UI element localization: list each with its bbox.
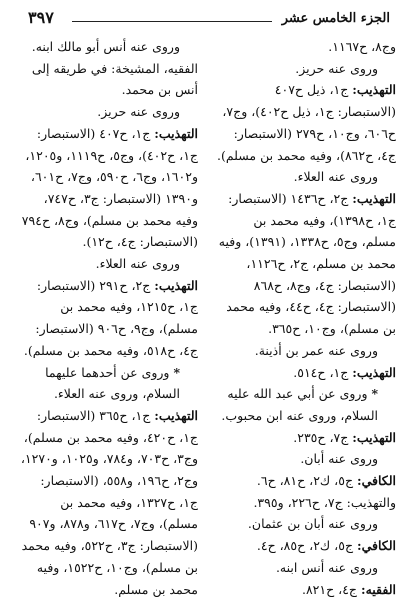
text-paragraph [18,405,198,600]
text-paragraph [216,166,396,188]
source-label: التهذيب: [352,429,396,445]
source-label: التهذيب: [352,364,396,380]
source-label: التهذيب: [352,82,396,98]
paragraph-text: وروى عنه العلاء. [293,169,378,185]
source-label: التهذيب: [154,125,198,141]
text-paragraph [216,383,396,426]
source-label: الكافي: [356,538,396,554]
paragraph-text: وروى عنه حريز. [97,104,180,120]
left-text-column [18,36,198,604]
text-paragraph [216,535,396,557]
paragraph-text: ج١، ح٣٦٥ (الاستبصار: ج١، ح٤٢٠، وفيه محمد بن مسلم)، وج٣، ح٧٠٣، و٧٨٤، و١٠٢٥، و١٢٧٠، وج٢، ح١٩٦، و٥٥٨، (الاستبصار: ج١، ح١٣٢٧، وفيه محمد بن مسلم)، وج٧، ح٦١٧، و٨٧٨، و٩٠٧ (الاستبصار: ج٣، ح٥٢٢، وفيه محمد بن مسلم)، وج١٠، ح١٥٢٢، وفيه محمد بن مسلم. [20,407,198,597]
paragraph-text: ج٥، ك٢، ح٨١، ح٦. والتهذيب: ج٧، ح٢٢٦، و٣٩٥. [253,473,396,510]
text-paragraph [216,579,396,601]
paragraph-text: وروى عنه عمر بن أذينة. [254,342,378,358]
paragraph-text: وروى عنه أنس ابنه. [275,559,378,575]
text-paragraph [216,58,396,80]
asterisk-marker: * [173,364,180,380]
paragraph-text: ج٢، ح٢٩١ (الاستبصار: ج١، ح١٢١٥، وفيه محمد بن مسلم)، وج٩، ح٩٠٦ (الاستبصار: ج٤، ح٥١٨، وفيه محمد بن مسلم). [23,277,198,358]
text-paragraph [18,362,198,405]
text-paragraph [18,253,198,275]
text-paragraph [216,557,396,579]
paragraph-text: ج٥، ك٢، ح٨٥، ح٤. [256,538,357,554]
text-paragraph [216,79,396,166]
paragraph-text: وروى عنه حريز. [295,60,378,76]
text-paragraph [18,101,198,123]
paragraph-text: وروى عن أحدهما عليهما السلام، وروى عنه العلاء. [45,364,180,402]
text-paragraph [216,513,396,535]
text-paragraph [216,188,396,340]
text-paragraph [18,36,198,58]
paragraph-text: وروى عن أبي عبد الله عليه السلام، وروى عنه ابن محبوب. [221,386,378,423]
source-label: التهذيب: [154,407,198,423]
text-paragraph [216,362,396,384]
source-label: التهذيب: [154,277,198,293]
text-paragraph [18,58,198,101]
source-label: التهذيب: [352,190,396,206]
paragraph-text: ج١، ذيل ح٤٠٧ (الاستبصار: ج١، ذيل ح٤٠٢)، وج٧، ح٦٠٦، وج١٠، ح٢٧٩ (الاستبصار: ج٤، ح٨٦٢)، وفيه محمد بن مسلم). [216,82,396,163]
paragraph-text: وروى عنه أبان. [300,451,378,467]
paragraph-text: وروى عنه العلاء. [95,256,180,272]
source-label: الكافي: [356,473,396,489]
paragraph-text: ج١، ح٤٠٧ (الاستبصار: ج١، ح٤٠٢)، وج٥، ح١١١٩، و١٢٠٥، و١٦٠٢، وج٦، ح٥٩٠، وج٧، ح٦٠١، و١٣٩٠ (الاستبصار: ج٣، ح٧٤٧، وفيه محمد بن مسلم)، وج٨، ح٧٩٤ (الاستبصار: ج٤، ح١٢). [21,125,198,250]
text-paragraph [216,36,396,58]
paragraph-text: وروى عنه أنس أبو مالك ابنه. [31,39,180,54]
paragraph-text: ج٤، ح٨٢١. [301,581,361,597]
source-label: الفقيه: [360,581,396,597]
running-title: الجزء الخامس عشر [281,11,390,26]
right-text-column [216,36,396,604]
text-paragraph [216,427,396,449]
paragraph-text: الفقيه، المشيخة: في طريقه إلى أنس بن محمد. [31,60,198,98]
text-paragraph [216,470,396,513]
paragraph-text: ج١، ح٥١٤. [293,364,353,380]
header-rule [72,21,272,22]
text-paragraph [18,123,198,253]
page-header [28,8,390,32]
paragraph-text: وج٨، ح١١٦٧. [328,39,396,54]
asterisk-marker: * [371,386,378,402]
text-paragraph [216,340,396,362]
text-paragraph [18,275,198,362]
text-paragraph [216,448,396,470]
paragraph-text: وروى عنه أبان بن عثمان. [247,516,378,532]
page-number: ٣٩٧ [28,8,54,27]
paragraph-text: ج٢، ح١٤٣٦ (الاستبصار: ج١، ح١٣٩٨)، وفيه محمد بن مسلم، وج٥، ح١٣٣٨، (١٣٩١)، وفيه محمد بن مسلم، ج٢، ح١١٢٦، (الاستبصار: ج٤، وج٨، ح٨٦٨ (الاستبصار: ج٤، ح٤٤، وفيه محمد بن مسلم)، وج١٠، ح٣٦٥. [218,190,396,337]
paragraph-text: ج٧، ح٢٣٥. [293,429,353,445]
